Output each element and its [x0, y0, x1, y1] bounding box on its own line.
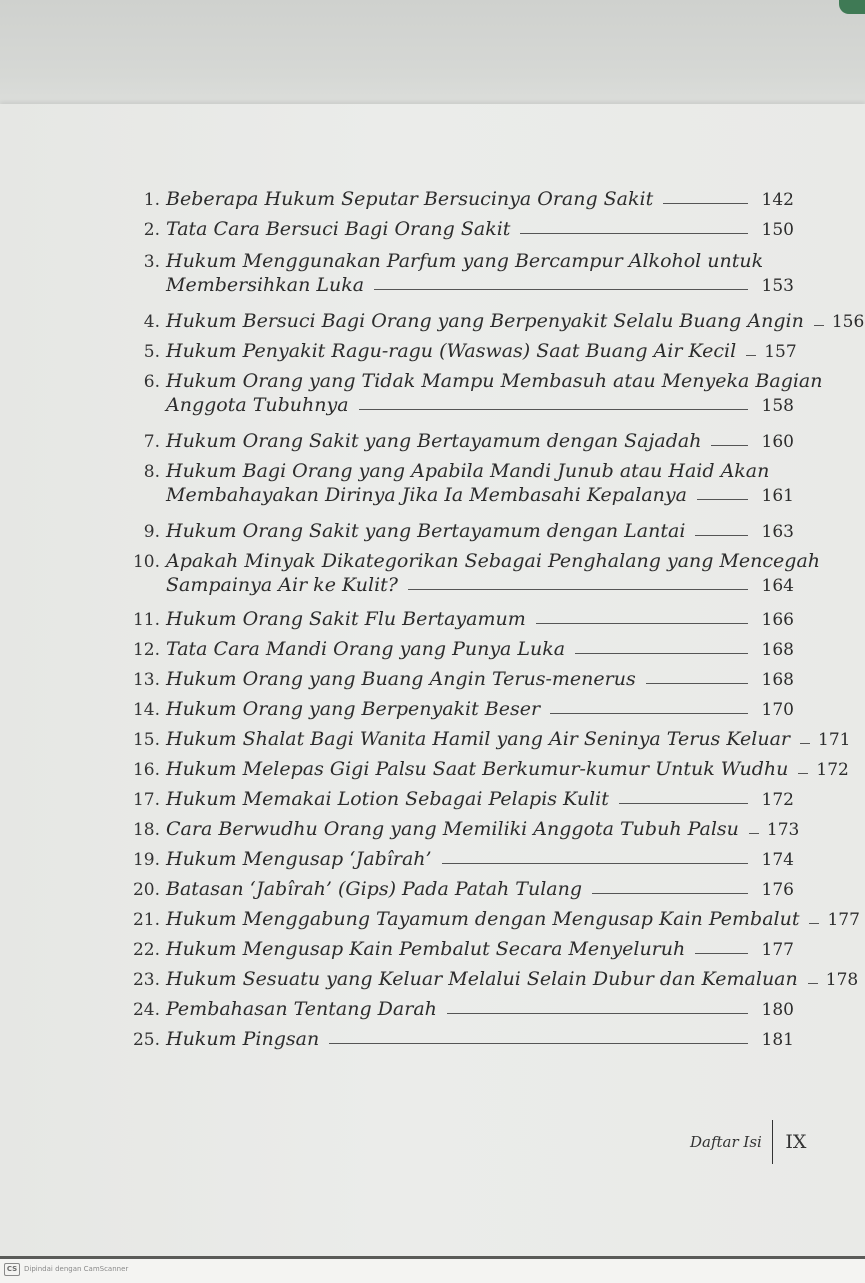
- toc-entry-number: 24.: [132, 1000, 160, 1020]
- toc-entry-line: [166, 964, 859, 990]
- toc-entry-title: Hukum Sesuatu yang Keluar Melalui Selain Dubur dan Kemaluan: [166, 968, 798, 990]
- toc-entry-number: 25.: [132, 1030, 160, 1050]
- toc-page-number: 180: [761, 1000, 794, 1020]
- toc-page-number: 158: [761, 396, 794, 416]
- toc-entry-line: [166, 904, 860, 930]
- toc-entry-number: 10.: [132, 552, 160, 572]
- toc-page-number: 177: [761, 940, 794, 960]
- toc-entry-number: 20.: [132, 880, 160, 900]
- toc-entry-title: Hukum Orang yang Berpenyakit Beser: [166, 698, 541, 720]
- toc-page-number: 150: [761, 220, 794, 240]
- toc-page-number: 168: [761, 640, 794, 660]
- toc-entry-number: 5.: [143, 342, 160, 362]
- toc-leader-line: [646, 683, 748, 684]
- toc-page-number: 181: [761, 1030, 794, 1050]
- toc-leader-line: [374, 289, 748, 290]
- toc-page-number: 172: [816, 760, 849, 780]
- toc-entry-line: [166, 270, 794, 296]
- toc-entry-line: [166, 694, 794, 720]
- footer-section-label: Daftar Isi: [690, 1133, 762, 1151]
- toc-entry-number: 23.: [132, 970, 160, 990]
- toc-page-number: 161: [761, 486, 794, 506]
- toc-page-number: 168: [761, 670, 794, 690]
- toc-entry-title: Hukum Mengusap ‘Jabîrah’: [166, 848, 432, 870]
- toc-entry-number: 3.: [143, 252, 160, 272]
- toc-page-number: 153: [761, 276, 794, 296]
- toc-entry-number: 16.: [132, 760, 160, 780]
- toc-page-number: 157: [764, 342, 797, 362]
- toc-entry-title: Hukum Shalat Bagi Wanita Hamil yang Air Seninya Terus Keluar: [166, 728, 791, 750]
- toc-entry-title: Cara Berwudhu Orang yang Memiliki Anggota Tubuh Palsu: [166, 818, 739, 840]
- toc-leader-line: [808, 983, 818, 984]
- toc-entry-title: Hukum Mengusap Kain Pembalut Secara Menyeluruh: [166, 938, 686, 960]
- toc-entry-line: [166, 754, 849, 780]
- toc-entry-line: [166, 516, 794, 542]
- toc-entry-line: [166, 874, 794, 900]
- scan-bottom-strip: [0, 1256, 865, 1283]
- toc-page-number: 164: [761, 576, 794, 596]
- toc-leader-line: [814, 325, 824, 326]
- toc-entry-number: 7.: [143, 432, 160, 452]
- toc-entry-number: 4.: [143, 312, 160, 332]
- toc-page-number: 171: [818, 730, 851, 750]
- toc-leader-line: [695, 535, 748, 536]
- toc-page-number: 166: [761, 610, 794, 630]
- toc-leader-line: [697, 499, 748, 500]
- camscanner-logo-icon: CS: [4, 1263, 20, 1276]
- toc-entry-title: Hukum Penyakit Ragu-ragu (Waswas) Saat Buang Air Kecil: [166, 340, 737, 362]
- footer-divider: [772, 1120, 774, 1164]
- toc-entry-line: [166, 994, 794, 1020]
- toc-entry-title: Batasan ‘Jabîrah’ (Gips) Pada Patah Tulang: [166, 878, 583, 900]
- toc-leader-line: [447, 1013, 748, 1014]
- toc-entry-line: [166, 814, 800, 840]
- toc-leader-line: [695, 953, 748, 954]
- toc-entry-title: Beberapa Hukum Seputar Bersucinya Orang Sakit: [166, 188, 654, 210]
- toc-entry-title-line: Hukum Bagi Orang yang Apabila Mandi Junub atau Haid Akan: [166, 460, 770, 482]
- toc-entry-title: Pembahasan Tentang Darah: [166, 998, 437, 1020]
- toc-entry-number: 11.: [132, 610, 160, 630]
- toc-entry-title: Hukum Orang Sakit Flu Bertayamum: [166, 608, 526, 630]
- toc-entry-number: 17.: [132, 790, 160, 810]
- toc-entry-title-line: Hukum Orang yang Tidak Mampu Membasuh atau Menyeka Bagian: [166, 370, 823, 392]
- toc-page-number: 176: [761, 880, 794, 900]
- toc-entry-title: Membersihkan Luka: [166, 274, 365, 296]
- toc-entry-line: [166, 306, 865, 332]
- toc-entry-number: 13.: [132, 670, 160, 690]
- toc-entry-line: [166, 214, 794, 240]
- toc-leader-line: [592, 893, 748, 894]
- toc-entry-number: 1.: [143, 190, 160, 210]
- toc-entry-line: [166, 336, 797, 362]
- toc-entry-title: Hukum Orang Sakit yang Bertayamum dengan Sajadah: [166, 430, 702, 452]
- toc-entry-number: 18.: [132, 820, 160, 840]
- toc-page-number: 163: [761, 522, 794, 542]
- toc-entry-title: Tata Cara Mandi Orang yang Punya Luka: [166, 638, 566, 660]
- toc-entry-title: Hukum Orang yang Buang Angin Terus-menerus: [166, 668, 636, 690]
- toc-entry-title: Sampainya Air ke Kulit?: [166, 574, 398, 596]
- toc-entry-title: Hukum Menggabung Tayamum dengan Mengusap Kain Pembalut: [166, 908, 800, 930]
- toc-entry-number: 6.: [143, 372, 160, 392]
- toc-leader-line: [550, 713, 748, 714]
- toc-entry-number: 19.: [132, 850, 160, 870]
- toc-leader-line: [520, 233, 748, 234]
- toc-entry-title: Hukum Memakai Lotion Sebagai Pelapis Kulit: [166, 788, 609, 810]
- toc-entry-title: Hukum Orang Sakit yang Bertayamum dengan Lantai: [166, 520, 686, 542]
- toc-leader-line: [536, 623, 748, 624]
- toc-entry-line: [166, 664, 794, 690]
- toc-entry-line: [166, 570, 794, 596]
- toc-entry-number: 21.: [132, 910, 160, 930]
- toc-leader-line: [798, 773, 808, 774]
- toc-entry-line: [166, 934, 794, 960]
- toc-page-number: 170: [761, 700, 794, 720]
- toc-entry-number: 14.: [132, 700, 160, 720]
- toc-page-number: 172: [761, 790, 794, 810]
- toc-entry-line: [166, 724, 851, 750]
- toc-entry-number: 15.: [132, 730, 160, 750]
- toc-entry-title: Hukum Melepas Gigi Palsu Saat Berkumur-kumur Untuk Wudhu: [166, 758, 789, 780]
- toc-leader-line: [329, 1043, 748, 1044]
- toc-page-number: 177: [827, 910, 860, 930]
- toc-leader-line: [442, 863, 748, 864]
- toc-page-number: 178: [825, 970, 859, 990]
- toc-entry-line: [166, 634, 794, 660]
- toc-leader-line: [800, 743, 810, 744]
- toc-page-number: 156: [831, 312, 865, 332]
- toc-entry-number: 2.: [143, 220, 160, 240]
- toc-entry-line: [166, 184, 794, 210]
- toc-entry-line: [166, 390, 794, 416]
- toc-entry-title-line: Apakah Minyak Dikategorikan Sebagai Penghalang yang Mencegah: [166, 550, 821, 572]
- toc-leader-line: [408, 589, 748, 590]
- toc-entry-number: 22.: [132, 940, 160, 960]
- toc-leader-line: [746, 355, 756, 356]
- toc-entry-title-line: Hukum Menggunakan Parfum yang Bercampur Alkohol untuk: [166, 250, 764, 272]
- toc-leader-line: [359, 409, 748, 410]
- toc-entry-line: [166, 1024, 794, 1050]
- toc-leader-line: [749, 833, 759, 834]
- toc-entry-line: [166, 784, 794, 810]
- toc-entry-title: Hukum Pingsan: [166, 1028, 320, 1050]
- toc-entry-number: 12.: [132, 640, 160, 660]
- scanner-watermark: [4, 1262, 128, 1276]
- toc-page-number: 174: [761, 850, 794, 870]
- toc-entry-title: Anggota Tubuhnya: [166, 394, 349, 416]
- toc-page-number: 160: [761, 432, 794, 452]
- toc-entry-number: 9.: [143, 522, 160, 542]
- photo-background: [0, 0, 865, 108]
- toc-entry-line: [166, 426, 794, 452]
- toc-leader-line: [711, 445, 748, 446]
- toc-entry-title: Hukum Bersuci Bagi Orang yang Berpenyakit Selalu Buang Angin: [166, 310, 804, 332]
- toc-entry-line: [166, 844, 794, 870]
- book-cover-corner: [839, 0, 865, 14]
- toc-leader-line: [575, 653, 748, 654]
- toc-leader-line: [663, 203, 748, 204]
- toc-leader-line: [809, 923, 819, 924]
- toc-entry-title: Tata Cara Bersuci Bagi Orang Sakit: [166, 218, 511, 240]
- toc-page-number: 173: [766, 820, 800, 840]
- toc-page-number: 142: [761, 190, 794, 210]
- toc-leader-line: [619, 803, 748, 804]
- footer-page-number: IX: [785, 1131, 807, 1153]
- toc-entry-line: [166, 480, 794, 506]
- scanner-watermark-text: Dipindai dengan CamScanner: [24, 1265, 129, 1273]
- page-footer: [690, 1120, 806, 1164]
- toc-entry-title: Membahayakan Dirinya Jika Ia Membasahi Kepalanya: [166, 484, 687, 506]
- toc-entry-number: 8.: [143, 462, 160, 482]
- toc-entry-line: [166, 604, 794, 630]
